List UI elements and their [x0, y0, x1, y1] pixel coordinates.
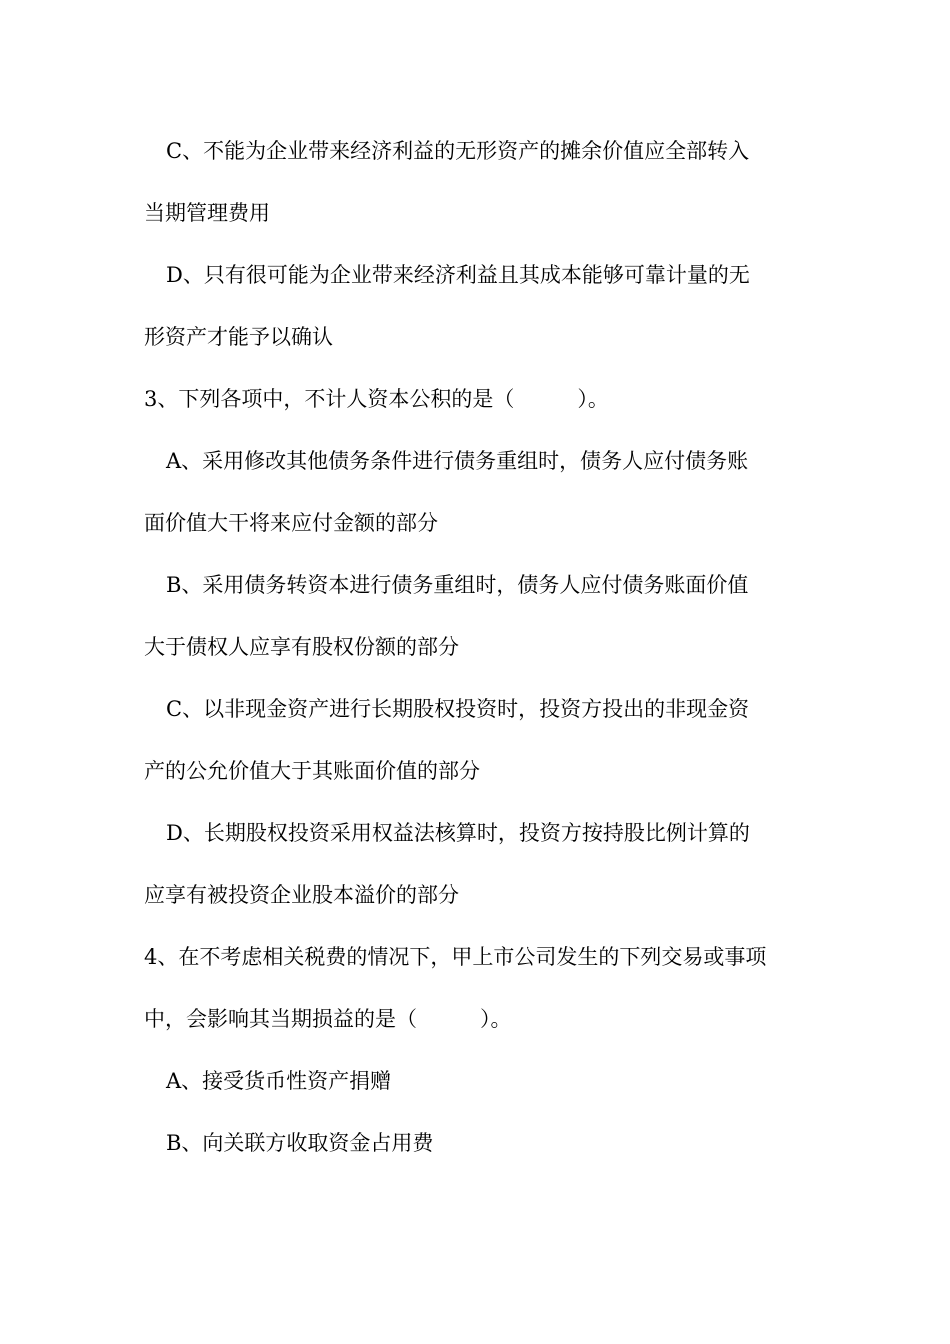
q3-option-a-line-1: A、采用修改其他债务条件进行债务重组时，债务人应付债务账 [166, 449, 749, 473]
option-c-line-1: C、不能为企业带来经济利益的无形资产的摊余价值应全部转入 [166, 139, 750, 163]
q3-option-a-line-2: 面价值大干将来应付金额的部分 [144, 511, 438, 535]
q3-option-d-line-1: D、长期股权投资采用权益法核算时，投资方按持股比例计算的 [166, 821, 750, 845]
question-4-line-1: 4、在不考虑相关税费的情况下，甲上市公司发生的下列交易或事项 [144, 945, 767, 969]
document-body [144, 120, 814, 1174]
option-d-line-2: 形资产才能予以确认 [144, 325, 333, 349]
q3-option-c-line-1: C、以非现金资产进行长期股权投资时，投资方投出的非现金资 [166, 697, 750, 721]
q3-option-d-line-2: 应享有被投资企业股本溢价的部分 [144, 883, 459, 907]
question-4-line-2: 中，会影响其当期损益的是（ ）。 [144, 1007, 512, 1031]
q3-option-c-line-2: 产的公允价值大于其账面价值的部分 [144, 759, 480, 783]
question-3: 3、下列各项中，不计人资本公积的是（ ）。 [144, 387, 609, 411]
q3-option-b-line-2: 大于债权人应享有股权份额的部分 [144, 635, 459, 659]
q4-option-a: A、接受货币性资产捐赠 [166, 1069, 392, 1093]
q3-option-b-line-1: B、采用债务转资本进行债务重组时，债务人应付债务账面价值 [166, 573, 749, 597]
option-c-line-2: 当期管理费用 [144, 201, 270, 225]
option-d-line-1: D、只有很可能为企业带来经济利益且其成本能够可靠计量的无 [166, 263, 750, 287]
q4-option-b: B、向关联方收取资金占用费 [166, 1131, 434, 1155]
